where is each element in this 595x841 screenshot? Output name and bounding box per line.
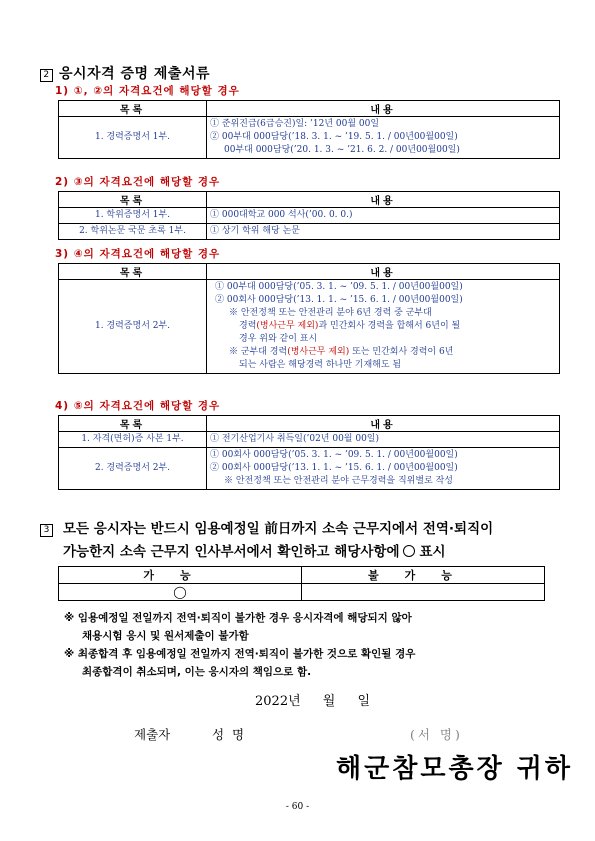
content-line: 되는 사람은 해당경력 하나만 기재해도 됨 [239, 360, 402, 370]
instruction-text: 가능한지 소속 근무지 인사부서에서 확인하고 해당사항에 [63, 544, 400, 560]
instruction-line-1: 모든 응시자는 반드시 임용예정일 前日까지 소속 근무지에서 전역·퇴직이 [63, 521, 494, 537]
text-run: 경력 [239, 321, 257, 331]
header-item: 목록 [59, 101, 207, 117]
note-line: ※ 최종합격 후 임용예정일 전일까지 전역·퇴직이 불가한 것으로 확인될 경우 [64, 648, 416, 660]
header-content: 내용 [207, 416, 560, 432]
highlight-text: (병사근무 제외) [287, 347, 350, 357]
section-number-box: 3 [40, 524, 53, 537]
section-2-title [40, 63, 210, 83]
note-1 [64, 609, 554, 645]
section-3-instruction [40, 518, 570, 564]
content-line [215, 320, 556, 333]
header-item: 목록 [59, 192, 207, 208]
header-content: 내용 [207, 264, 560, 280]
section-number-box: 2 [40, 69, 53, 82]
content-line: ① 00부대 000담당(’05. 3. 1. ~ ’09. 5. 1. / 00년00월00일) [215, 282, 463, 292]
cell-content [207, 117, 560, 159]
content-line: ① 준위진급(6급승진)일: ’12년 00월 00일 [210, 119, 380, 129]
cell-content: ① 전기산업기사 취득일(’02년 00월 00일) [207, 432, 560, 448]
note-line: 최종합격이 취소되며, 이는 응시자의 책임으로 함. [82, 666, 312, 678]
note-line: 채용시험 응시 및 원서제출이 불가함 [82, 630, 249, 642]
submitter-label: 제출자 [134, 727, 171, 742]
cell-content [207, 280, 560, 374]
content-line: ※ 안전정책 또는 안전관리 분야 근무경력을 직위별로 작성 [224, 476, 453, 486]
table-row [59, 224, 560, 240]
content-line: ① 00회사 000담당(’05. 3. 1. ~ ’09. 5. 1. / 00년00월00일) [210, 450, 458, 460]
signature-placeholder: (서 명) [410, 727, 463, 742]
cell-content: ① 상기 학위 해당 논문 [207, 224, 560, 240]
note-2 [64, 645, 554, 681]
note-line: ※ 임용예정일 전일까지 전역·퇴직이 불가한 경우 응시자격에 해당되지 않아 [64, 612, 412, 624]
group-3-title: 3) ④의 자격요건에 해당할 경우 [55, 248, 221, 260]
group-4-table [58, 415, 560, 490]
content-line: 00부대 000담당(’20. 1. 3. ~ ’21. 6. 2. / 00년00월00일) [224, 145, 460, 155]
instruction-line-2 [40, 541, 570, 564]
content-line: ※ 안전정책 또는 안전관리 분야 6년 경력 중 군부대 [229, 308, 432, 318]
group-2-table [58, 191, 560, 240]
name-label: 성 명 [212, 727, 245, 742]
text-run: ※ 군부대 경력 [229, 347, 288, 357]
group-1-table [58, 100, 560, 159]
instruction-text: 표시 [419, 544, 446, 560]
table-row [59, 584, 545, 601]
addressee: 해군참모총장 귀하 [336, 754, 573, 784]
highlight-text: (병사근무 제외) [256, 321, 319, 331]
header-content: 내용 [207, 192, 560, 208]
cell-content: ① 000대학교 000 석사(’00. 0. 0.) [207, 208, 560, 224]
header-content: 내용 [207, 101, 560, 117]
table-row [59, 117, 560, 159]
header-impossible: 불가능 [302, 567, 545, 584]
table-row [59, 432, 560, 448]
header-item: 목록 [59, 264, 207, 280]
table-row [59, 280, 560, 374]
circle-icon [403, 545, 415, 557]
text-run: 과 민간회사 경력을 합해서 6년이 될 [318, 321, 461, 331]
cell-item: 1. 경력증명서 2부. [59, 280, 207, 374]
table-header-row [59, 567, 545, 584]
page-number: - 60 - [285, 802, 310, 812]
group-2-title: 2) ③의 자격요건에 해당할 경우 [55, 176, 221, 188]
content-line: ② 00회사 000담당(’13. 1. 1. ~ ’15. 6. 1. / 00년00월00일) [210, 463, 458, 473]
cell-item: 2. 경력증명서 2부. [59, 448, 207, 490]
content-line: ② 00회사 000담당(’13. 1. 1. ~ ’15. 6. 1. / 00년00월00일) [215, 295, 463, 305]
cell-item: 1. 경력증명서 1부. [59, 117, 207, 159]
table-row [59, 208, 560, 224]
cell-item: 1. 학위증명서 1부. [59, 208, 207, 224]
date-line: 2022년 월 일 [255, 694, 371, 709]
cell-content [207, 448, 560, 490]
section-2-title-text: 응시자격 증명 제출서류 [59, 66, 210, 82]
possible-table [58, 566, 545, 601]
table-header-row [59, 416, 560, 432]
group-4-title: 4) ⑤의 자격요건에 해당할 경우 [55, 400, 221, 412]
cell-item: 1. 자격(면허)증 사본 1부. [59, 432, 207, 448]
impossible-mark-cell[interactable] [302, 584, 545, 601]
header-possible: 가능 [59, 567, 302, 584]
group-3-table [58, 263, 560, 374]
content-line: ② 00부대 000담당(’18. 3. 1. ~ ’19. 5. 1. / 00년00월00일) [210, 132, 458, 142]
text-run: 또는 민간회사 경력이 6년 [349, 347, 454, 357]
header-item: 목록 [59, 416, 207, 432]
table-header-row [59, 264, 560, 280]
cell-item: 2. 학위논문 국문 초록 1부. [59, 224, 207, 240]
group-1-title: 1) ①, ②의 자격요건에 해당할 경우 [55, 85, 240, 97]
table-row [59, 448, 560, 490]
table-header-row [59, 101, 560, 117]
content-line: 경우 위와 같이 표시 [239, 334, 318, 344]
possible-mark-cell[interactable]: ◯ [59, 584, 302, 601]
table-header-row [59, 192, 560, 208]
content-line [215, 346, 556, 359]
